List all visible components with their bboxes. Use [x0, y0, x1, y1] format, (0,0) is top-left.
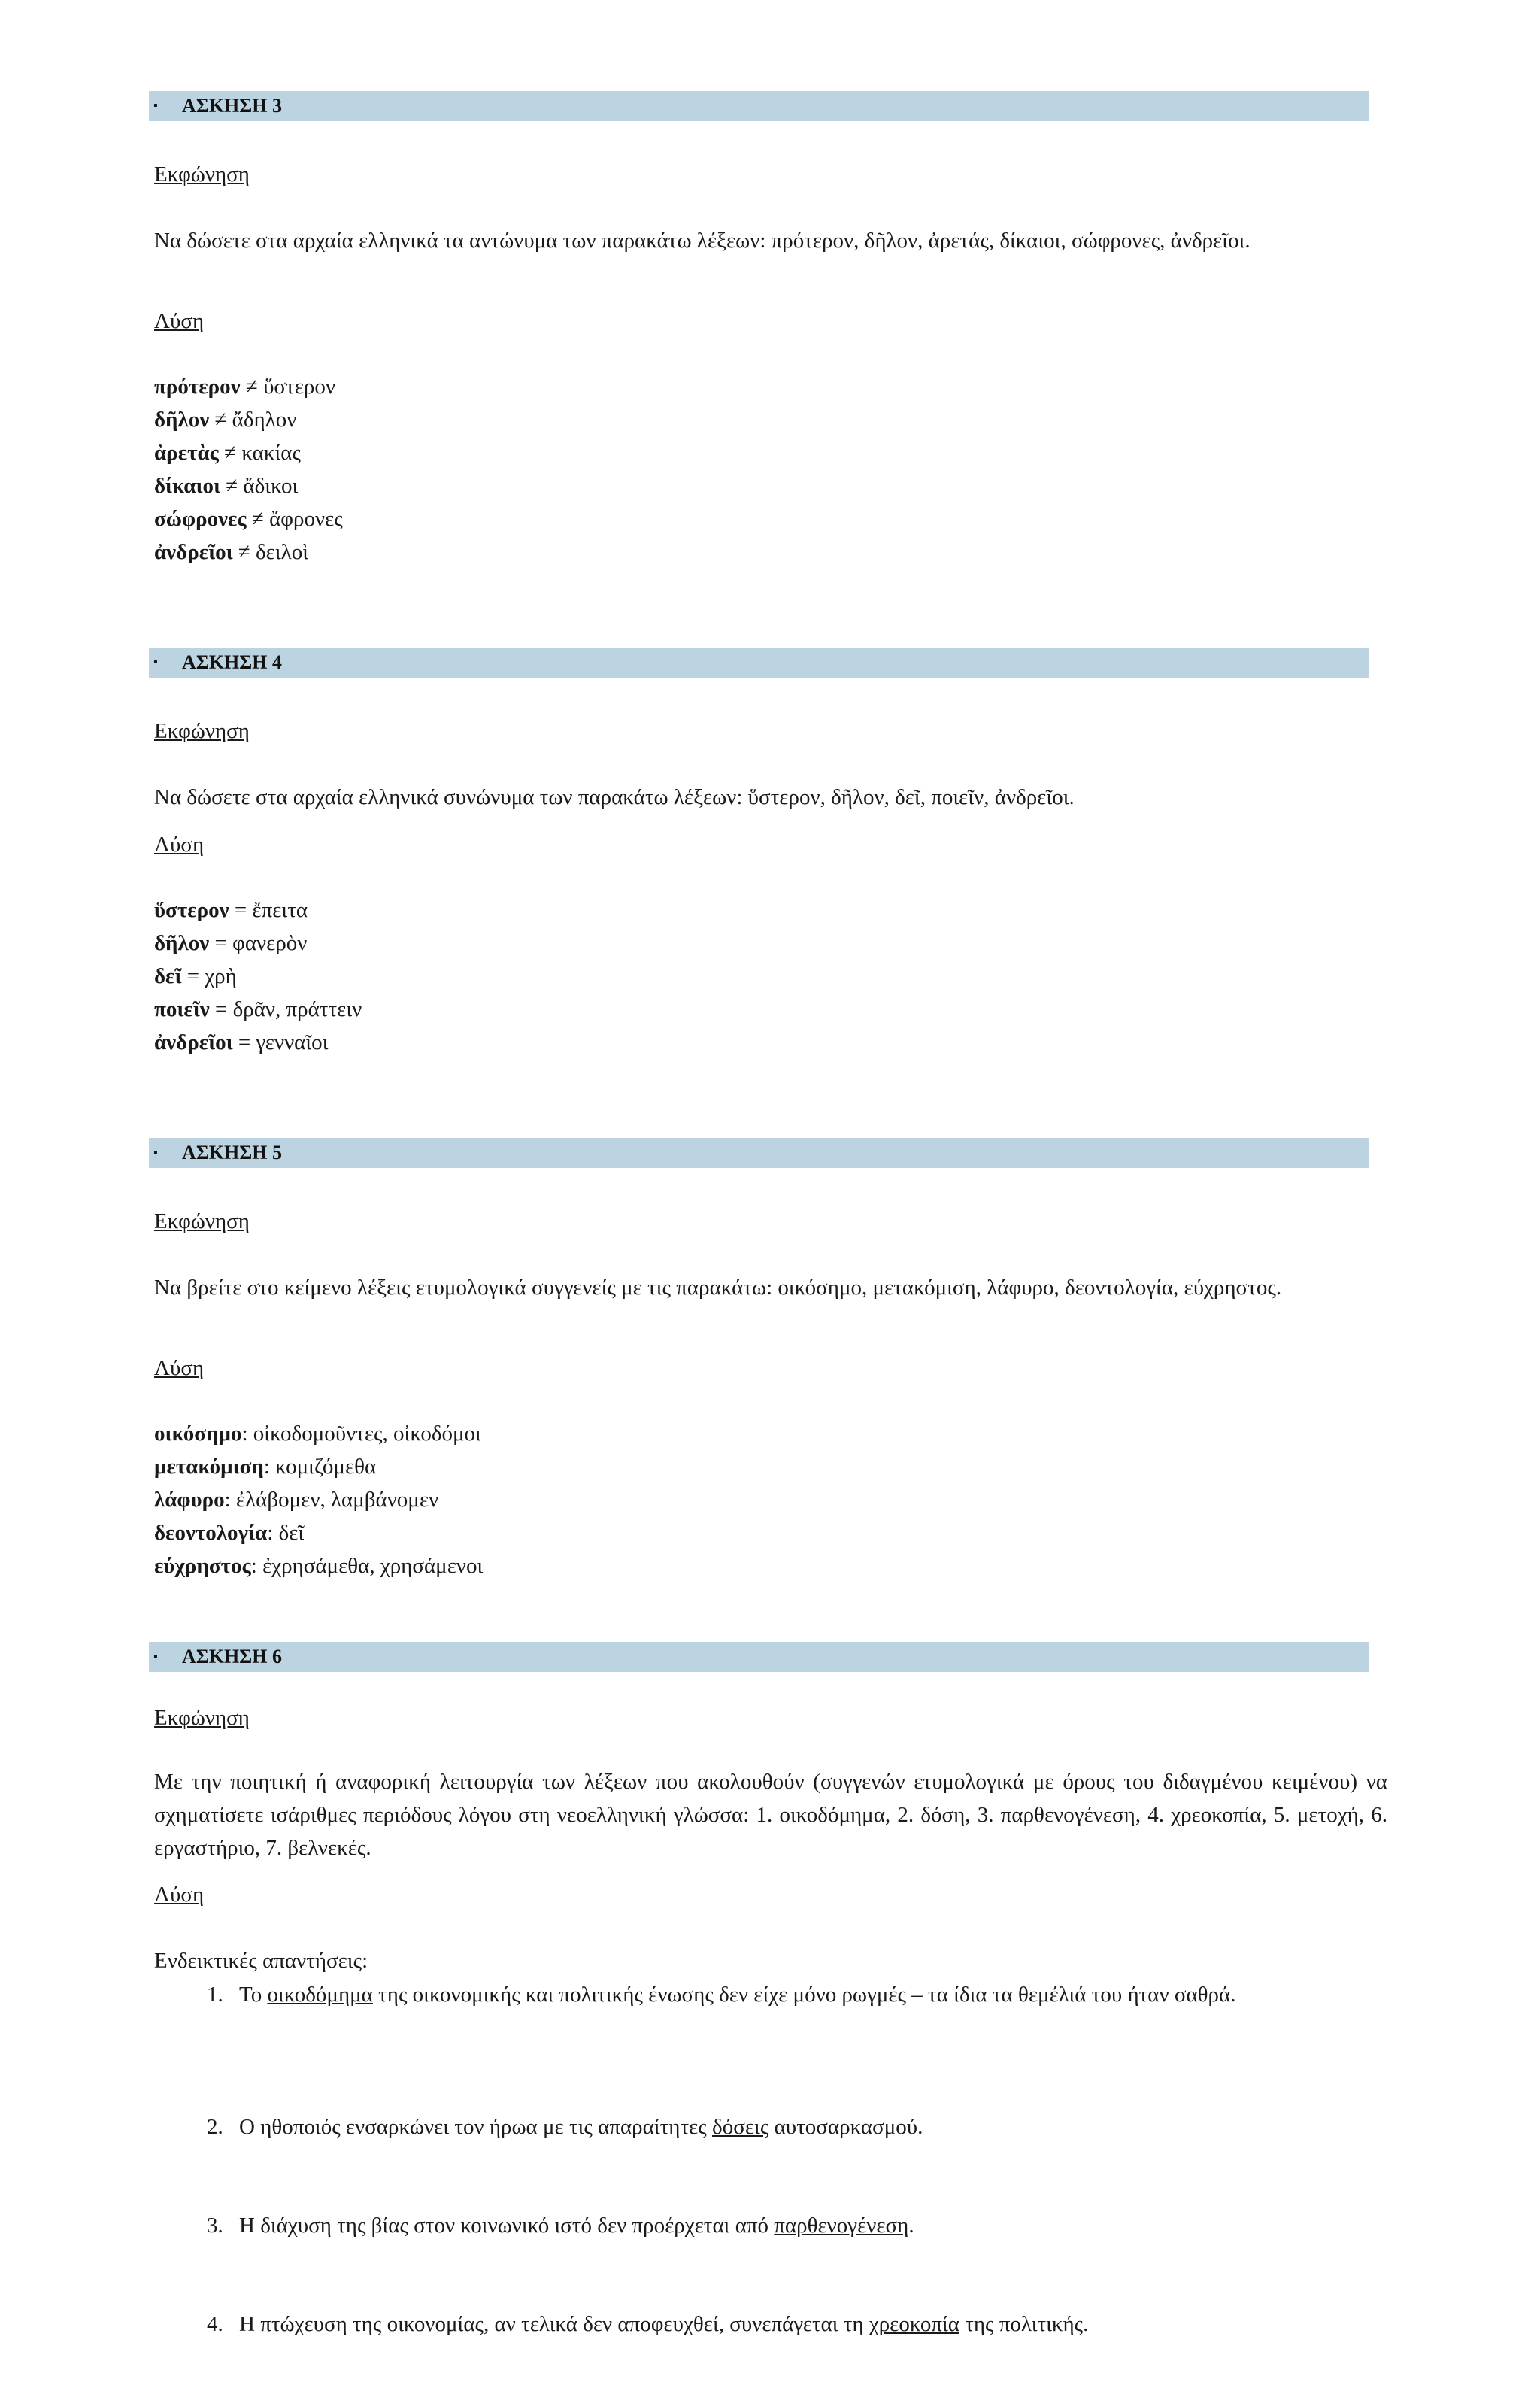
exercise-4-statement: Να δώσετε στα αρχαία ελληνικά συνώνυμα των παρακάτω λέξεων: ὕστερον, δῆλον, δεῖ, ποιεῖν, ἀνδρεῖοι. — [154, 785, 1075, 809]
exercise-4-answer-line: ὕστερον = ἔπειτα — [154, 898, 308, 922]
exercise-6-statement-label: Εκφώνηση — [154, 1706, 250, 1730]
square-bullet-icon: ▪ — [153, 99, 158, 112]
exercise-3-statement-label: Εκφώνηση — [154, 162, 250, 187]
exercise-4-solution-label: Λύση — [154, 833, 205, 857]
exercise-3-answer-line: δίκαιοι ≠ ἄδικοι — [154, 474, 299, 498]
square-bullet-icon: ▪ — [153, 1146, 158, 1159]
exercise-5-answer-line: εύχρηστος: ἐχρησάμεθα, χρησάμενοι — [154, 1554, 484, 1578]
exercise-3-answer-line: σώφρονες ≠ ἄφρονες — [154, 507, 343, 531]
exercise-5-header — [149, 1138, 1369, 1168]
exercise-4-header — [149, 648, 1369, 678]
exercise-6-intro: Ενδεικτικές απαντήσεις: — [154, 1949, 368, 1973]
exercise-4-answer-line: ποιεῖν = δρᾶν, πράττειν — [154, 997, 362, 1021]
exercise-5-solution-label: Λύση — [154, 1356, 205, 1380]
list-item-number: 3. — [207, 2213, 223, 2238]
exercise-5-answer-line: μετακόμιση: κομιζόμεθα — [154, 1455, 377, 1479]
exercise-3-title: ΑΣΚΗΣΗ 3 — [182, 95, 282, 117]
exercise-5-statement: Να βρείτε στο κείμενο λέξεις ετυμολογικά συγγενείς με τις παρακάτω: οικόσημο, μετακόμιση, λάφυρο, δεοντολογία, εύχρηστος. — [154, 1276, 1282, 1300]
list-item-number: 2. — [207, 2115, 223, 2139]
exercise-3-header — [149, 91, 1369, 121]
exercise-4-title: ΑΣΚΗΣΗ 4 — [182, 651, 282, 673]
exercise-4-answer-line: δεῖ = χρὴ — [154, 964, 237, 988]
exercise-6-statement: Με την ποιητική ή αναφορική λειτουργία των λέξεων που ακολουθούν (συγγενών ετυμολογικά με όρους του διδαγμένου κειμένου) να σχηματίσετε ισάριθμες περιόδους λόγου στη νεοελληνική γλώσσα: 1. οικοδόμημα, 2. δόση, 3. παρθενογένεση, 4. χρεοκοπία, 5. μετοχή, 6. εργαστήριο, 7. βελνεκές. — [154, 1770, 1387, 1860]
exercise-4-answer-line: δῆλον = φανερὸν — [154, 931, 308, 955]
exercise-3-answer-line: πρότερον ≠ ὕστερον — [154, 375, 335, 399]
list-item: Το οικοδόμημα της οικονομικής και πολιτικής ένωσης δεν είχε μόνο ρωγμές – τα ίδια τα θεμέλιά του ήταν σαθρά. — [239, 1983, 1236, 2007]
exercise-4-answer-line: ἀνδρεῖοι = γενναῖοι — [154, 1030, 329, 1054]
exercise-5-answer-line: δεοντολογία: δεῖ — [154, 1521, 305, 1545]
exercise-5-answer-line: λάφυρο: ἐλάβομεν, λαμβάνομεν — [154, 1488, 439, 1512]
exercise-5-title: ΑΣΚΗΣΗ 5 — [182, 1142, 282, 1164]
list-item: Η διάχυση της βίας στον κοινωνικό ιστό δεν προέρχεται από παρθενογένεση. — [239, 2213, 914, 2238]
exercise-6-title: ΑΣΚΗΣΗ 6 — [182, 1646, 282, 1667]
list-item: Η πτώχευση της οικονομίας, αν τελικά δεν αποφευχθεί, συνεπάγεται τη χρεοκοπία της πολιτικής. — [239, 2312, 1089, 2336]
exercise-4-statement-label: Εκφώνηση — [154, 719, 250, 743]
exercise-5-answer-line: οικόσημο: οἰκοδομοῦντες, οἰκοδόμοι — [154, 1421, 481, 1446]
exercise-3-statement: Να δώσετε στα αρχαία ελληνικά τα αντώνυμα των παρακάτω λέξεων: πρότερον, δῆλον, ἀρετάς, δίκαιοι, σώφρονες, ἀνδρεῖοι. — [154, 229, 1250, 253]
exercise-5-statement-label: Εκφώνηση — [154, 1209, 250, 1233]
exercise-6-header — [149, 1642, 1369, 1672]
list-item: Ο ηθοποιός ενσαρκώνει τον ήρωα με τις απαραίτητες δόσεις αυτοσαρκασμού. — [239, 2115, 923, 2139]
list-item-number: 4. — [207, 2312, 223, 2336]
exercise-6-solution-label: Λύση — [154, 1883, 205, 1907]
exercise-3-answer-line: ἀρετὰς ≠ κακίας — [154, 441, 301, 465]
highlighted-term: οικοδόμημα — [267, 1983, 373, 2007]
square-bullet-icon: ▪ — [153, 1650, 158, 1663]
exercise-3-solution-label: Λύση — [154, 309, 205, 333]
exercise-3-answer-line: ἀνδρεῖοι ≠ δειλοὶ — [154, 540, 309, 564]
highlighted-term: χρεοκοπία — [869, 2312, 959, 2336]
square-bullet-icon: ▪ — [153, 656, 158, 669]
highlighted-term: παρθενογένεση — [774, 2213, 909, 2238]
exercise-3-answer-line: δῆλον ≠ ἄδηλον — [154, 408, 297, 432]
highlighted-term: δόσεις — [712, 2115, 769, 2139]
list-item-number: 1. — [207, 1983, 223, 2007]
